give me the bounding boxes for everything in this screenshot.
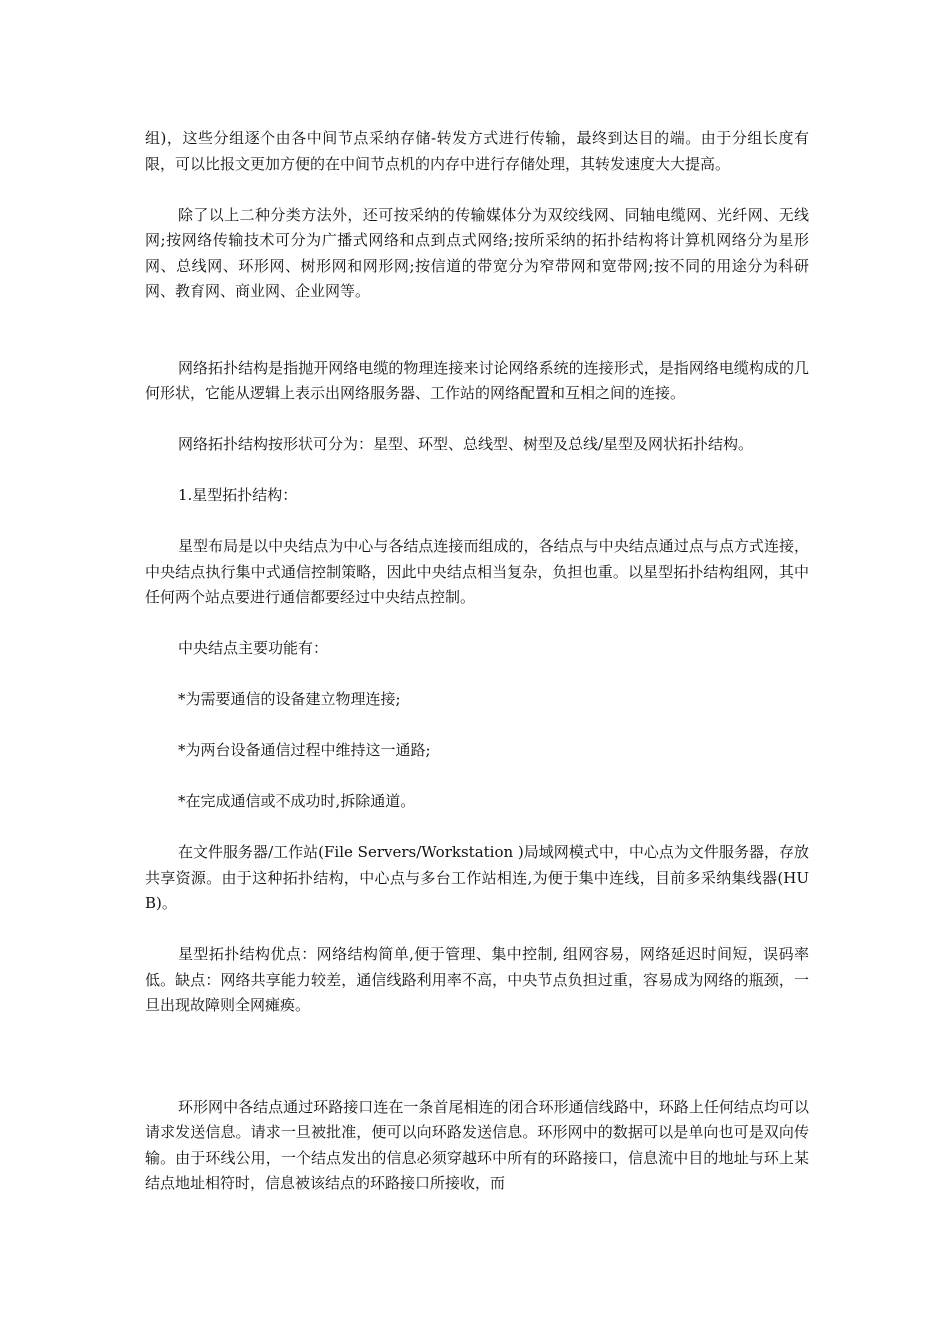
heading-star-topology: 1.星型拓扑结构： <box>178 486 298 504</box>
paragraph-topology-definition: 网络拓扑结构是指抛开网络电缆的物理连接来讨论网络系统的连接形式，是指网络电缆构成的几何形状，它能从逻辑上表示出网络服务器、工作站的网络配置和互相之间的连接。 <box>145 358 809 402</box>
paragraph-topology-types: 网络拓扑结构按形状可分为：星型、环型、总线型、树型及总线/星型及网状拓扑结构。 <box>178 435 754 453</box>
paragraph-packet-switching-continued: 组)，这些分组逐个由各中间节点采纳存储-转发方式进行传输，最终到达目的端。由于分组长度有限，可以比报文更加方便的在中间节点机的内存中进行存储处理，其转发速度大大提高。 <box>145 129 809 173</box>
list-item-function-3: *在完成通信或不成功时,拆除通道。 <box>178 792 416 810</box>
paragraph-file-server-mode: 在文件服务器/工作站(File Servers/Workstation )局域网模式中，中心点为文件服务器，存放共享资源。由于这种拓扑结构，中心点与多台工作站相连,为便于集中连线，目前多采纳集线器(HUB)。 <box>145 843 809 912</box>
paragraph-other-classifications: 除了以上二种分类方法外，还可按采纳的传输媒体分为双绞线网、同轴电缆网、光纤网、无线网;按网络传输技术可分为广播式网络和点到点式网络;按所采纳的拓扑结构将计算机网络分为星形网、总线网、环形网、树形网和网形网;按信道的带宽分为窄带网和宽带网;按不同的用途分为科研网、教育网、商业网、企业网等。 <box>145 205 809 300</box>
document-body <box>145 126 809 1197</box>
paragraph-star-pros-cons: 星型拓扑结构优点：网络结构简单,便于管理、集中控制, 组网容易，网络延迟时间短，误码率低。缺点：网络共享能力较差，通信线路利用率不高，中央节点负担过重，容易成为网络的瓶颈，一旦出现故障则全网瘫痪。 <box>145 945 809 1014</box>
paragraph-central-node-functions: 中央结点主要功能有： <box>178 639 329 657</box>
paragraph-ring-network: 环形网中各结点通过环路接口连在一条首尾相连的闭合环形通信线路中，环路上任何结点均可以请求发送信息。请求一旦被批准，便可以向环路发送信息。环形网中的数据可以是单向也可是双向传输。由于环线公用，一个结点发出的信息必须穿越环中所有的环路接口，信息流中目的地址与环上某结点地址相符时，信息被该结点的环路接口所接收，而 <box>145 1097 809 1192</box>
list-item-function-2: *为两台设备通信过程中维持这一通路; <box>178 741 431 759</box>
paragraph-star-layout: 星型布局是以中央结点为中心与各结点连接而组成的，各结点与中央结点通过点与点方式连接，中央结点执行集中式通信控制策略，因此中央结点相当复杂，负担也重。以星型拓扑结构组网，其中任何两个站点要进行通信都要经过中央结点控制。 <box>145 537 809 606</box>
list-item-function-1: *为需要通信的设备建立物理连接; <box>178 690 401 708</box>
